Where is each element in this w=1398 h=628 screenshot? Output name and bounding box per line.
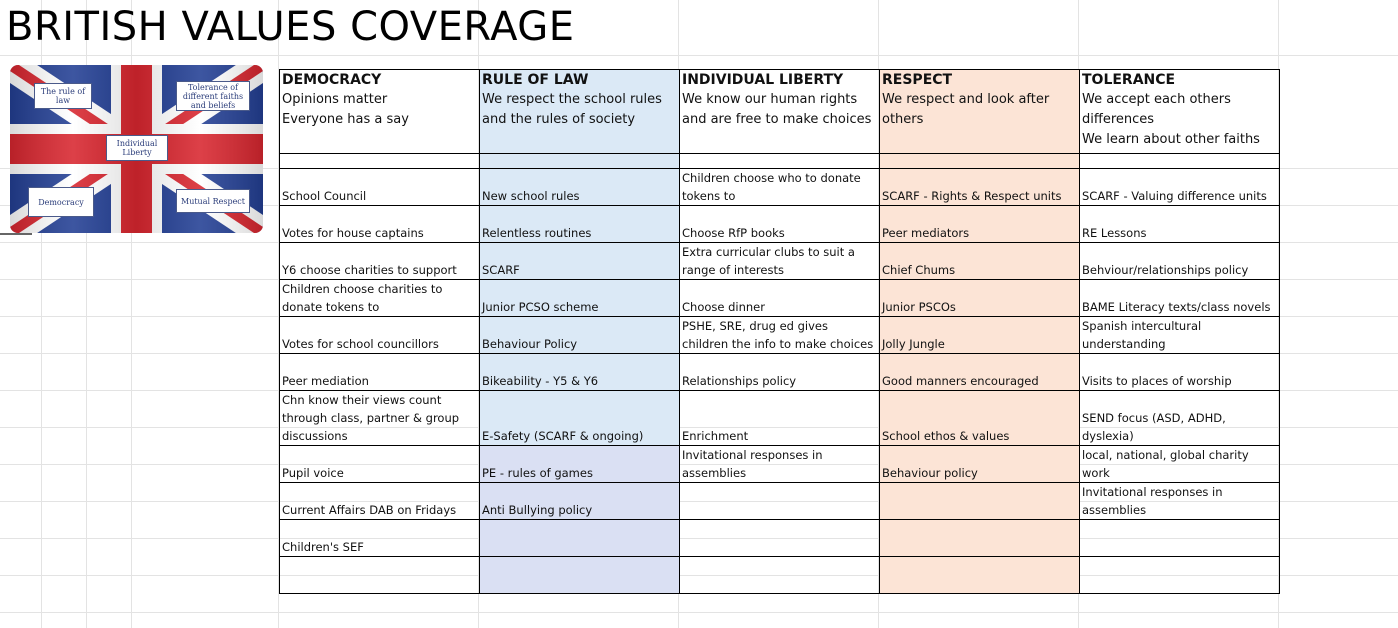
- table-cell[interactable]: Pupil voice: [280, 446, 480, 483]
- table-cell[interactable]: [880, 483, 1080, 520]
- table-cell[interactable]: School ethos & values: [880, 391, 1080, 446]
- table-row: [280, 354, 1280, 391]
- table-cell[interactable]: [480, 154, 680, 169]
- column-subtitle: and the rules of society: [482, 112, 636, 127]
- table-cell[interactable]: Enrichment: [680, 391, 880, 446]
- table-cell[interactable]: Peer mediators: [880, 206, 1080, 243]
- table-row: [280, 391, 1280, 446]
- table-cell[interactable]: Bikeability - Y5 & Y6: [480, 354, 680, 391]
- table-cell[interactable]: Visits to places of worship: [1080, 354, 1280, 391]
- table-cell[interactable]: Junior PSCOs: [880, 280, 1080, 317]
- table-cell[interactable]: Choose RfP books: [680, 206, 880, 243]
- table-row: [280, 206, 1280, 243]
- table-cell[interactable]: [680, 520, 880, 557]
- table-cell[interactable]: [680, 557, 880, 594]
- column-subtitle: others: [882, 112, 924, 127]
- table-cell[interactable]: SEND focus (ASD, ADHD, dyslexia): [1080, 391, 1280, 446]
- table-cell[interactable]: Relationships policy: [680, 354, 880, 391]
- table-cell[interactable]: Y6 choose charities to support: [280, 243, 480, 280]
- table-cell[interactable]: E-Safety (SCARF & ongoing): [480, 391, 680, 446]
- table-cell[interactable]: Anti Bullying policy: [480, 483, 680, 520]
- union-jack-image[interactable]: [10, 65, 263, 233]
- image-anchor-line: [0, 233, 32, 235]
- table-cell[interactable]: Spanish intercultural understanding: [1080, 317, 1280, 354]
- table-spacer-row: [280, 154, 1280, 169]
- table-cell[interactable]: New school rules: [480, 169, 680, 206]
- table-cell[interactable]: Good manners encouraged: [880, 354, 1080, 391]
- table-cell[interactable]: Votes for school councillors: [280, 317, 480, 354]
- table-cell[interactable]: Votes for house captains: [280, 206, 480, 243]
- table-cell[interactable]: RE Lessons: [1080, 206, 1280, 243]
- column-heading: RESPECT: [882, 72, 953, 88]
- table-row: [280, 483, 1280, 520]
- table-cell[interactable]: [280, 154, 480, 169]
- table-cell[interactable]: [480, 557, 680, 594]
- table-cell[interactable]: local, national, global charity work: [1080, 446, 1280, 483]
- table-cell[interactable]: Chief Chums: [880, 243, 1080, 280]
- table-cell[interactable]: Children choose charities to donate tokens to: [280, 280, 480, 317]
- table-cell[interactable]: BAME Literacy texts/class novels: [1080, 280, 1280, 317]
- table-cell[interactable]: [880, 520, 1080, 557]
- table-row: [280, 169, 1280, 206]
- column-subtitle: differences: [1082, 112, 1155, 127]
- table-cell[interactable]: PSHE, SRE, drug ed gives children the info to make choices: [680, 317, 880, 354]
- column-heading: INDIVIDUAL LIBERTY: [682, 72, 844, 88]
- table-cell[interactable]: [480, 520, 680, 557]
- table-cell[interactable]: [680, 483, 880, 520]
- header-individual-liberty[interactable]: [680, 70, 880, 154]
- table-cell[interactable]: [880, 557, 1080, 594]
- flag-label-tolerance: Tolerance of different faiths and beliefs: [176, 81, 250, 111]
- column-heading: RULE OF LAW: [482, 72, 589, 88]
- column-subtitle: Everyone has a say: [282, 112, 409, 127]
- column-subtitle: We respect and look after: [882, 92, 1050, 107]
- table-header-row: [280, 70, 1280, 154]
- table-cell[interactable]: [1080, 154, 1280, 169]
- gridline: [0, 612, 1398, 613]
- table-cell[interactable]: SCARF - Rights & Respect units: [880, 169, 1080, 206]
- flag-label-respect: Mutual Respect: [176, 189, 250, 213]
- table-cell[interactable]: [1080, 557, 1280, 594]
- table-cell[interactable]: [1080, 520, 1280, 557]
- table-cell[interactable]: SCARF: [480, 243, 680, 280]
- column-subtitle: We respect the school rules: [482, 92, 662, 107]
- table-cell[interactable]: Extra curricular clubs to suit a range of interests: [680, 243, 880, 280]
- table-cell[interactable]: [880, 154, 1080, 169]
- table-cell[interactable]: SCARF - Valuing difference units: [1080, 169, 1280, 206]
- column-subtitle: We know our human rights: [682, 92, 858, 107]
- gridline: [0, 55, 1398, 56]
- page-title: BRITISH VALUES COVERAGE: [6, 4, 575, 50]
- table-row: [280, 446, 1280, 483]
- table-row: [280, 520, 1280, 557]
- header-rule-of-law[interactable]: [480, 70, 680, 154]
- table-cell[interactable]: [280, 557, 480, 594]
- table-cell[interactable]: PE - rules of games: [480, 446, 680, 483]
- header-respect[interactable]: [880, 70, 1080, 154]
- table-cell[interactable]: Choose dinner: [680, 280, 880, 317]
- flag-label-rule-of-law: The rule of law: [34, 83, 92, 109]
- table-cell[interactable]: Behviour/relationships policy: [1080, 243, 1280, 280]
- table-cell[interactable]: Behaviour Policy: [480, 317, 680, 354]
- table-cell[interactable]: Relentless routines: [480, 206, 680, 243]
- british-values-table: [279, 69, 1280, 594]
- table-cell[interactable]: Peer mediation: [280, 354, 480, 391]
- flag-label-liberty: Individual Liberty: [106, 135, 168, 161]
- table-cell[interactable]: Behaviour policy: [880, 446, 1080, 483]
- table-cell[interactable]: Invitational responses in assemblies: [680, 446, 880, 483]
- table-cell[interactable]: Children's SEF: [280, 520, 480, 557]
- header-tolerance[interactable]: [1080, 70, 1280, 154]
- table-cell[interactable]: [680, 154, 880, 169]
- flag-label-democracy: Democracy: [28, 187, 94, 217]
- table-cell[interactable]: Children choose who to donate tokens to: [680, 169, 880, 206]
- table-row: [280, 317, 1280, 354]
- column-subtitle: and are free to make choices: [682, 112, 872, 127]
- column-subtitle: We accept each others: [1082, 92, 1231, 107]
- column-heading: TOLERANCE: [1082, 72, 1176, 88]
- table-row: [280, 557, 1280, 594]
- table-cell[interactable]: Chn know their views count through class, partner & group discussions: [280, 391, 480, 446]
- table-cell[interactable]: School Council: [280, 169, 480, 206]
- table-row: [280, 243, 1280, 280]
- table-cell[interactable]: Invitational responses in assemblies: [1080, 483, 1280, 520]
- column-subtitle: Opinions matter: [282, 92, 388, 107]
- column-heading: DEMOCRACY: [282, 72, 382, 88]
- column-subtitle: We learn about other faiths: [1082, 132, 1260, 147]
- header-democracy[interactable]: [280, 70, 480, 154]
- table-row: [280, 280, 1280, 317]
- table-cell[interactable]: Jolly Jungle: [880, 317, 1080, 354]
- table-cell[interactable]: Junior PCSO scheme: [480, 280, 680, 317]
- table-cell[interactable]: Current Affairs DAB on Fridays: [280, 483, 480, 520]
